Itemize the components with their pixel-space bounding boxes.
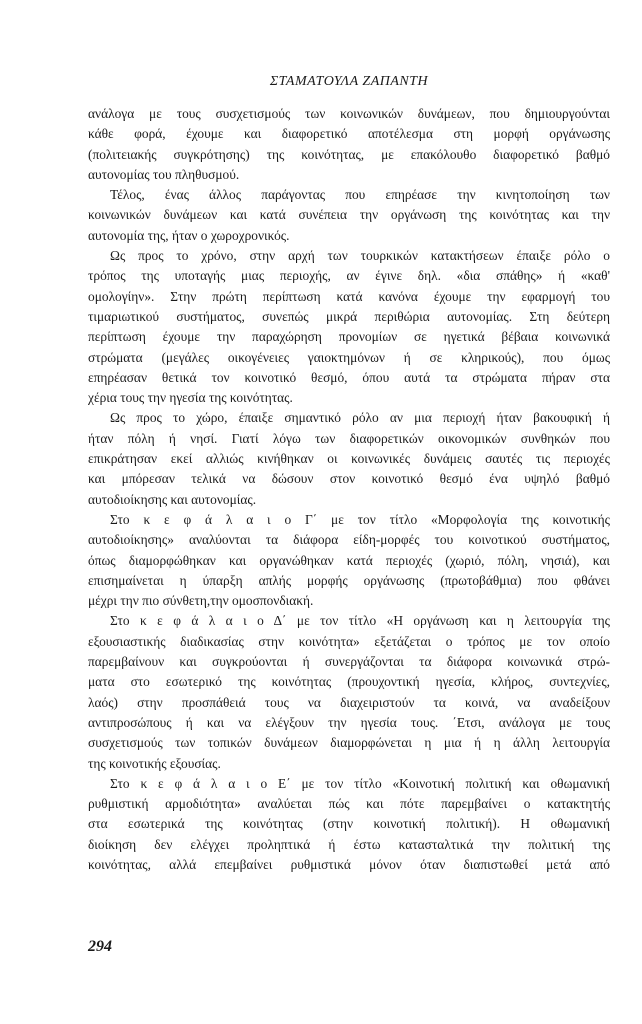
text-line: αυτοδιοίκησης και αυτονομίας.	[88, 491, 257, 507]
text-line: ματα στο εσωτερικό της κοινότητας (προυχοντική ηγεσία, κλήρος, συντεχνίες,	[88, 674, 610, 690]
text-line: κάθε φορά, έχουμε και διαφορετικό αποτέλεσμα στη μορφή οργάνωσης	[88, 126, 610, 142]
text-line: παρεμβαίνουν και συγκρούονται ή συνεργάζονται τα διάφορα κοινωνικά στρώ-	[88, 654, 610, 670]
text-line: ανάλογα με τους συσχετισμούς των κοινωνικών δυνάμεων, που δημιουργούνται	[88, 106, 610, 121]
text-line: συσχετισμούς των τοπικών δυνάμεων διαμορφώνεται η μια ή η άλλη λειτουργία	[88, 735, 610, 751]
text-line: στα εσωτερικά της κοινότητας (στην κοινοτική πολιτική). Η οθωμανική	[88, 816, 610, 832]
text-line: αυτοδιοίκησης» αναλύονται τα διάφορα είδη-μορφές του κοινοτικού συστήματος,	[88, 532, 610, 548]
text-line: ήταν πόλη ή νησί. Γιατί λόγω των διαφορετικών οικονομικών συνθηκών που	[88, 430, 610, 446]
text-line: εξουσιαστικής διαδικασίας στην κοινότητα» εξετάζεται ο τρόπος με τον οποίο	[88, 633, 610, 649]
page-number: 294	[88, 938, 112, 955]
text-line: Τέλος, ένας άλλος παράγοντας που επηρέασε την κινητοποίηση των	[110, 187, 610, 203]
text-line: Στο κ ε φ ά λ α ι ο Δ΄ με τον τίτλο «Η οργάνωση και η λειτουργία της	[110, 613, 610, 629]
text-line: περίπτωση έχουμε την παραχώρηση προνομίων σε ηγετικά βέβαια κοινωνικά	[88, 329, 610, 345]
text-line: αυτονομίας του πληθυσμού.	[88, 166, 240, 182]
text-line: Στο κ ε φ ά λ α ι ο Γ΄ με τον τίτλο «Μορφολογία της κοινοτικής	[110, 511, 610, 527]
text-line: ρυθμιστική αρμοδιότητα» αναλύεται πώς και πότε παρεμβαίνει ο κατακτητής	[88, 796, 610, 812]
text-line: της κοινοτικής εξουσίας.	[88, 755, 221, 771]
text-line: επηρέασαν θετικά τον κοινοτικό θεσμό, όπου αυτά τα στρώματα πήραν στα	[88, 369, 610, 385]
text-line: αυτονομία της, ήταν ο χωροχρονικός.	[88, 227, 290, 243]
text-line: τρόπος της υποταγής μιας περιοχής, αν έγινε δηλ. «δια σπάθης» ή «καθ'	[88, 268, 610, 284]
text-line: λαός) στην προσπάθειά τους να διαχειριστούν τα κοινά, να αναδείξουν	[88, 694, 610, 710]
running-head: ΣΤΑΜΑΤΟΥΛΑ ΖΑΠΑΝΤΗ	[269, 74, 429, 89]
text-line: μέχρι την πιο σύνθετη,την ομοσπονδιακή.	[88, 593, 314, 609]
text-line: Ως προς το χρόνο, στην αρχή των τουρκικών κατακτήσεων έπαιξε ρόλο ο	[110, 248, 610, 264]
text-line: (πολιτειακής συγκρότησης) της κοινότητας, με επακόλουθο διαφορετικό βαθμό	[88, 146, 610, 162]
text-line: και μπόρεσαν τελικά να δώσουν στον κοινοτικό θεσμό ένα υψηλό βαθμό	[88, 471, 610, 487]
text-line: επισημαίνεται η ύπαρξη απλής μορφής οργάνωσης (πρωτοβάθμια) που φθάνει	[88, 572, 610, 588]
text-line: αντιπροσώπους ή και να ελέγξουν την ηγεσία τους. ΄Ετσι, ανάλογα με τους	[88, 714, 610, 730]
text-line: κοινωνικών δυνάμεων και κατά συνέπεια την οργάνωση της κοινότητας και την	[88, 207, 610, 223]
book-page	[88, 0, 610, 1024]
text-line: ομολογίην». Στην πρώτη περίπτωση κατά κανόνα έχουμε την εφαρμογή του	[88, 288, 610, 304]
text-line: τιμαριωτικού συστήματος, συνεπώς μικρά περιθώρια αυτονομίας. Στη δεύτερη	[88, 308, 610, 324]
text-line: όπως διαμορφώθηκαν και οργανώθηκαν κατά περιοχές (χωριό, πόλη, νησιά), και	[88, 552, 610, 568]
text-line: διοίκηση δεν ελέγχει προληπτικά ή έστω κατασταλτικά την πολιτική της	[88, 836, 610, 852]
text-line: στρώματα (μεγάλες οικογένειες γαιοκτημόνων ή σε κληρικούς), που όμως	[88, 349, 610, 365]
text-line: χέρια τους την ηγεσία της κοινότητας.	[88, 390, 293, 406]
text-line: κοινότητας, αλλά επεμβαίνει ρυθμιστικά μόνον όταν διαπιστωθεί μετά από	[88, 856, 610, 872]
text-line: επικράτησαν εκεί αλλιώς κινήθηκαν οι κοινωνικές δυνάμεις σαυτές τις περιοχές	[88, 451, 610, 467]
text-line: Στο κ ε φ ά λ α ι ο Ε΄ με τον τίτλο «Κοινοτική πολιτική και οθωμανική	[110, 775, 610, 791]
text-line: Ως προς το χώρο, έπαιξε σημαντικό ρόλο αν μια περιοχή ήταν βακουφική ή	[110, 410, 610, 426]
body-text	[88, 104, 610, 875]
